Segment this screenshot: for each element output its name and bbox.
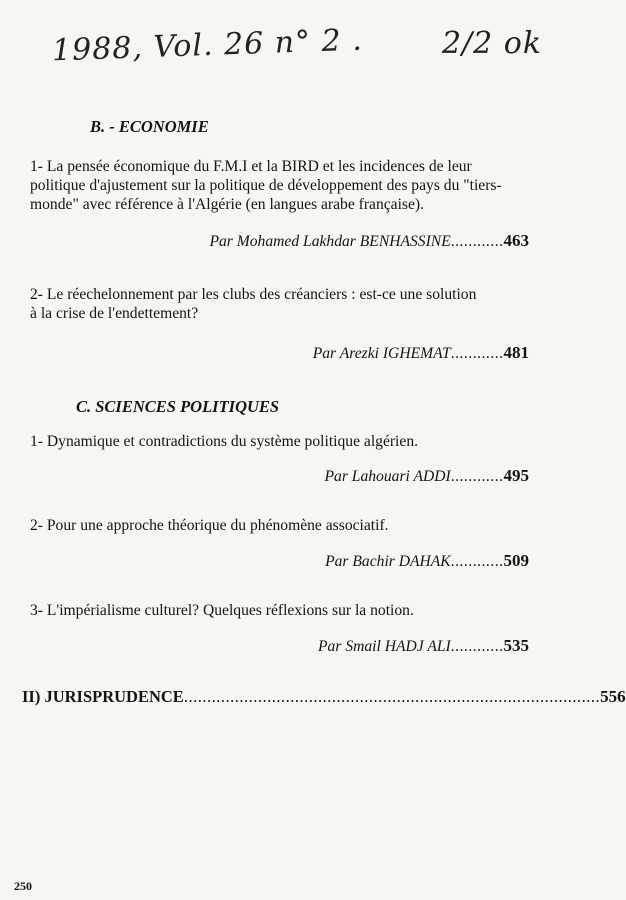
entry-2-byline [313,343,529,363]
entry-3-byline [325,466,530,486]
entry-line: 1- La pensée économique du F.M.I et la BIRD et les incidences de leur [30,158,472,175]
entry-line: 1- Dynamique et contradictions du système politique algérien. [30,433,419,450]
entry-5-byline [318,636,529,656]
entry-line: monde" avec référence à l'Algérie (en langues arabe française). [30,196,425,213]
entry-line: 2- Le réechelonnement par les clubs des créanciers : est-ce une solution [30,286,477,303]
entry-2-text [30,285,530,323]
entry-5-text [30,601,530,620]
entry-line: à la crise de l'endettement? [30,305,199,322]
page-number: 556 [600,687,626,706]
author: Par Bachir DAHAK [325,553,451,570]
entry-line: politique d'ajustement sur la politique de développement des pays du "tiers- [30,177,502,194]
author: Par Mohamed Lakhdar BENHASSINE [209,233,451,250]
section-title-sciences-politiques: C. SCIENCES POLITIQUES [76,397,280,416]
handwritten-volume-note: 1988, Vol. 26 n° 2 . [51,22,364,69]
entry-line: 2- Pour une approche théorique du phénomène associatif. [30,517,389,534]
page-number: 509 [503,551,529,570]
handwritten-annotation [52,22,542,70]
entry-4-text [30,516,530,535]
footer-page-number: 250 [14,879,32,893]
page-number: 481 [503,343,529,362]
entry-line: 3- L'impérialisme culturel? Quelques réflexions sur la notion. [30,602,414,619]
author: Par Smail HADJ ALI [318,638,451,655]
leader-dots: ............ [450,468,504,485]
leader-dots: ............ [450,233,504,250]
page-number: 495 [503,466,529,485]
author: Par Arezki IGHEMAT [312,345,451,362]
page-number: 463 [503,231,529,250]
leader-dots: ............ [450,638,504,655]
section-title-economie: B. - ECONOMIE [90,117,209,136]
author: Par Lahouari ADDI [324,468,451,485]
jurisprudence-entry [22,687,626,707]
page-number: 535 [503,636,529,655]
handwritten-check-note: 2/2 ok [441,26,542,61]
jurisprudence-label: II) JURISPRUDENCE [22,687,184,706]
leader-dots: ............ [450,553,504,570]
leader-dots: .......................................................................................... [183,687,601,706]
entry-1-byline [209,231,529,251]
entry-1-text [30,157,530,214]
entry-3-text [30,432,530,451]
leader-dots: ............ [450,345,504,362]
entry-4-byline [325,551,529,571]
